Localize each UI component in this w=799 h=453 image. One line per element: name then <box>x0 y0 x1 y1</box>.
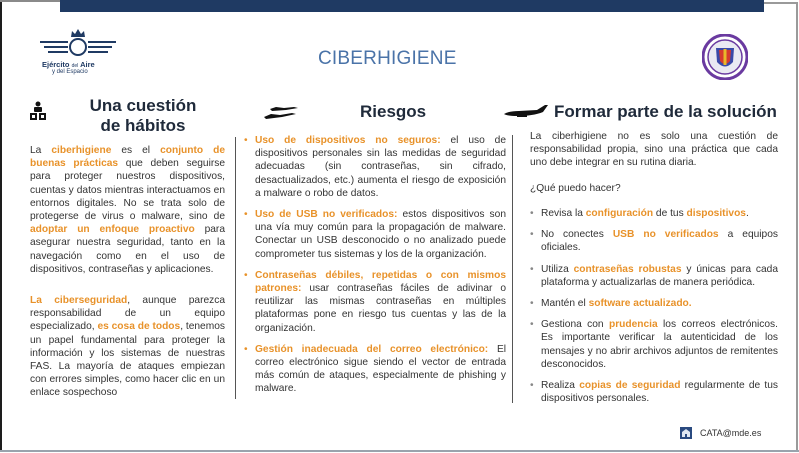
fighter-jets-icon <box>262 104 310 122</box>
solution-item: • Revisa la configuración de tus dispositivos. <box>530 207 778 220</box>
risk-item: • Contraseñas débiles, repetidas o con mismos patrones: usar contraseñas fáciles de adivinar o reutilizar las mismas contraseñas en múltiples plataformas pone en riesgo tus cuentas y las de la organización. <box>244 269 506 335</box>
solution-item: • Mantén el software actualizado. <box>530 297 778 310</box>
frame-right-border <box>796 2 798 451</box>
column-title-riesgos: Riesgos <box>360 102 427 121</box>
logo-name-line1: Ejército del Aire <box>42 60 95 69</box>
crown-icon <box>69 28 87 38</box>
ejercito-aire-logo <box>38 28 118 84</box>
column-title-habitos: Una cuestión de hábitos <box>89 96 197 135</box>
risk-item: • Uso de dispositivos no seguros: el uso de dispositivos personales sin las medidas de seguridad adecuadas (sin contraseñas, sin cifrado, desactualizados, etc.) aumenta el riesgo de exposición a malware o robo de datos. <box>244 134 506 200</box>
column-divider-1 <box>235 137 236 399</box>
logo-name-line2: y del Espacio <box>52 69 88 75</box>
habitos-paragraph-2: La ciberseguridad, aunque parezca responsabilidad de un equipo especializado, es cosa de todos, tenemos un papel fundamental para proteger la información y los sistemas de nuestras FAS. La mayoría de ataques empiezan con errores simples, como hacer clic en un enlace sospechoso <box>30 295 225 399</box>
seal-emblem-icon <box>702 34 748 80</box>
solucion-question: ¿Qué puedo hacer? <box>530 183 621 194</box>
contact-email[interactable]: CATA@mde.es <box>700 428 762 438</box>
frame-top-border <box>0 0 60 2</box>
solution-item: • No conectes USB no verificados a equipos oficiales. <box>530 228 778 254</box>
column-divider-2 <box>512 135 513 403</box>
risk-item: • Gestión inadecuada del correo electrónico: El correo electrónico sigue siendo el vector de entrada más común de ataques, especialmente de phishing y malware. <box>244 343 506 396</box>
column-title-solucion: Formar parte de la solución <box>554 102 777 121</box>
solution-item: • Gestiona con prudencia los correos electrónicos. Es importante verificar la autenticidad de los mensajes y no abrir archivos adjuntos de remitentes desconocidos. <box>530 318 778 371</box>
risk-item: • Uso de USB no verificados: estos dispositivos son una vía muy común para la propagación de malware. Conectar un USB desconocido o no analizado puede comprometer tus sistemas y los de la organización. <box>244 208 506 261</box>
solucion-list <box>530 207 778 413</box>
transport-plane-icon <box>503 104 549 118</box>
header-bar <box>60 0 764 12</box>
solution-item: • Utiliza contraseñas robustas y únicas para cada plataforma y actualizarlas de manera periódica. <box>530 263 778 289</box>
wings-emblem-icon <box>40 38 116 56</box>
building-icon <box>680 427 692 439</box>
solucion-intro: La ciberhigiene no es solo una cuestión de responsabilidad propia, sino una práctica que cada uno debe integrar en su rutina diaria. <box>530 131 778 169</box>
solution-item: • Realiza copias de seguridad regularmente de tus dispositivos personales. <box>530 379 778 405</box>
frame-bottom-border <box>0 450 799 452</box>
page-title: CIBERHIGIENE <box>318 48 457 69</box>
riesgos-list <box>244 134 506 404</box>
contact-footer <box>680 427 761 439</box>
frame-left-border <box>0 0 2 451</box>
habitos-paragraph-1: La ciberhigiene es el conjunto de buenas prácticas que deben seguirse para proteger nuestros dispositivos, cuentas y datos mientras interactuamos en entornos digitales. No se trata solo de protegerse de virus o malware, sino de adoptar un enfoque proactivo para asegurar nuestra seguridad, tanto en la navegación como en el uso de dispositivos, contraseñas y aplicaciones. <box>30 145 225 275</box>
frame-top-right-border <box>764 2 798 4</box>
people-icon <box>30 101 46 121</box>
